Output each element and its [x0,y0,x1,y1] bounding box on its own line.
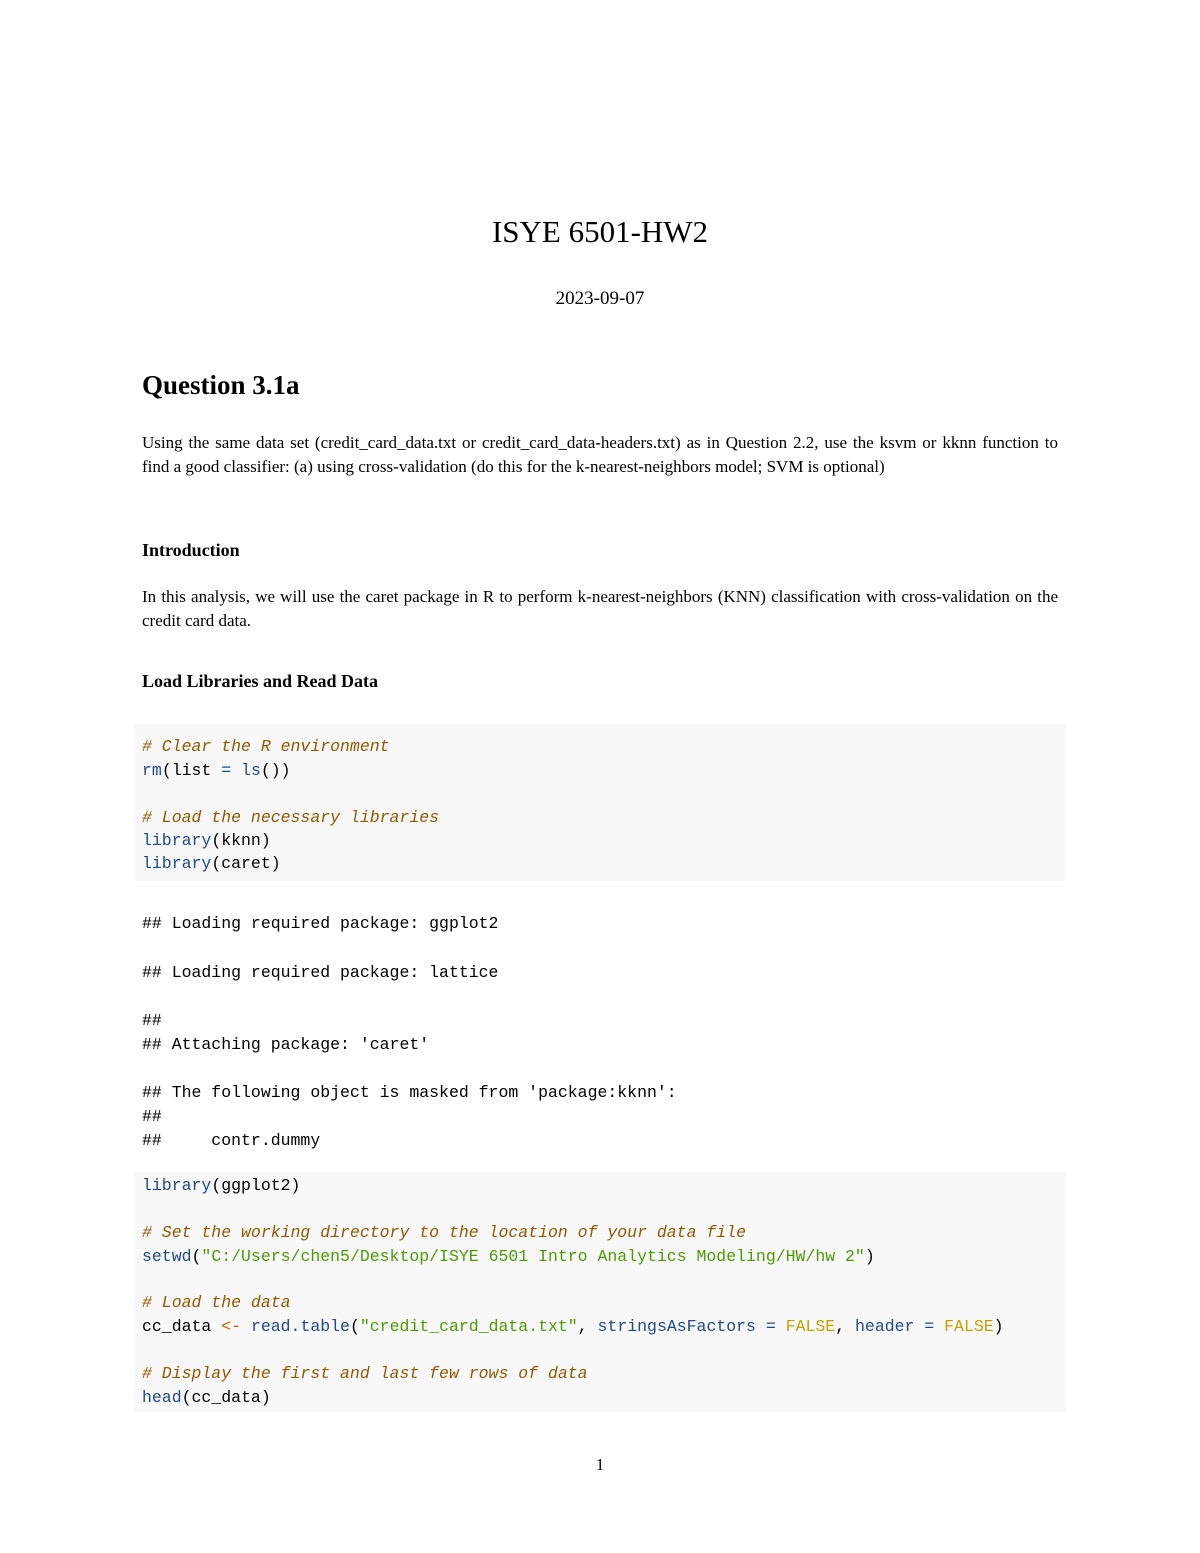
code-comment: # Clear the R environment [142,737,390,756]
code-text [241,1317,251,1336]
code-operator: = [914,1317,945,1336]
code-text: (kknn) [211,831,271,850]
code-function: ls [241,761,261,780]
code-function: rm [142,761,162,780]
code-argument: header [855,1317,915,1336]
code-line [142,829,271,852]
introduction-text: In this analysis, we will use the caret package in R to perform k-nearest-neighbors (KNN) classification with cross-validation on the credit card data. [142,587,1058,630]
code-function: library [142,854,212,873]
code-line [142,852,281,875]
code-function: library [142,831,212,850]
console-output-line: ## The following object is masked from 'package:kknn': [142,1083,677,1102]
code-operator: = [221,761,232,780]
console-output-line: ## Loading required package: lattice [142,963,499,982]
code-text: ( [191,1247,202,1266]
console-output-line: ## [142,1107,162,1126]
code-line [142,1315,1004,1338]
code-comment: # Load the necessary libraries [142,808,440,827]
code-operator: <- [221,1317,242,1336]
code-text: (caret) [211,854,281,873]
code-block-1 [134,724,1066,881]
question-heading: Question 3.1a [142,370,300,400]
code-line [142,759,291,782]
code-string: "C:/Users/chen5/Desktop/ISYE 6501 Intro Analytics Modeling/HW/hw 2" [201,1247,865,1266]
code-argument: stringsAsFactors [597,1317,756,1336]
code-function: head [142,1388,182,1407]
code-text: ) [993,1317,1004,1336]
question-prompt: Using the same data set (credit_card_data.txt or credit_card_data-headers.txt) as in Question 2.2, use the ksvm or kknn function to find a good classifier: (a) using cross-validation (do this for the k-nearest-neighbors model; SVM is optional) [142,433,1058,476]
code-comment: # Set the working directory to the location of your data file [142,1223,746,1242]
code-function: library [142,1176,212,1195]
code-constant: FALSE [785,1317,836,1336]
code-comment: # Display the first and last few rows of data [142,1364,588,1383]
document-title: ISYE 6501-HW2 [491,214,709,249]
code-block-2 [134,1172,1066,1412]
code-text: (cc_data) [181,1388,271,1407]
code-function: read.table [250,1317,350,1336]
code-text: (list [161,761,222,780]
code-text [231,761,241,780]
code-operator: = [755,1317,786,1336]
code-line [142,735,390,758]
introduction-heading: Introduction [142,540,240,560]
code-function: setwd [142,1247,192,1266]
code-constant: FALSE [944,1317,994,1336]
code-comment: # Load the data [142,1293,291,1312]
code-string: "credit_card_data.txt" [359,1317,578,1336]
code-text: ()) [260,761,291,780]
page-number: 1 [595,1455,605,1474]
code-line [142,1362,588,1385]
code-line [142,1386,271,1409]
code-text: ( [349,1317,360,1336]
load-section-heading: Load Libraries and Read Data [142,671,379,691]
console-output-line: ## contr.dummy [142,1131,321,1150]
code-text: cc_data [142,1317,222,1336]
code-line [142,1174,300,1197]
code-text: ) [864,1247,875,1266]
code-text: , [835,1317,856,1336]
console-output-line: ## Loading required package: ggplot2 [142,914,499,933]
code-text: , [577,1317,598,1336]
code-line [142,1245,875,1268]
code-line [142,1221,746,1244]
console-output-line: ## Attaching package: 'caret' [142,1035,430,1054]
document-date: 2023-09-07 [555,288,645,309]
console-output-line: ## [142,1011,162,1030]
code-line [142,806,439,829]
code-line [142,1291,291,1314]
code-text: (ggplot2) [211,1176,301,1195]
